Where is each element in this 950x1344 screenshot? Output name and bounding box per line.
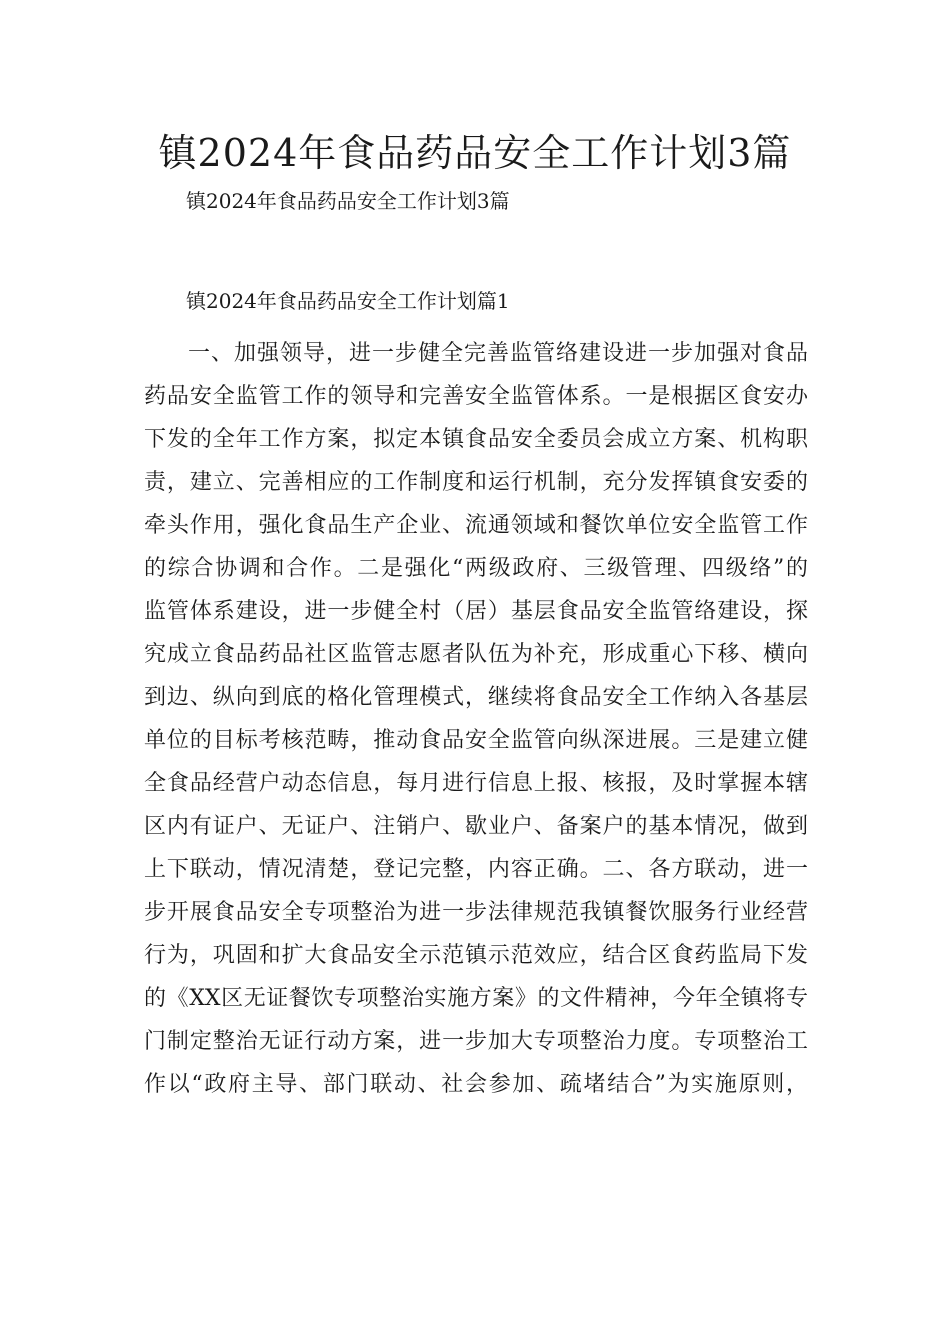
body-text: [144, 332, 808, 1106]
body-line: 的《XX区无证餐饮专项整治实施方案》的文件精神，今年全镇将专: [144, 986, 808, 1011]
body-line: 下发的全年工作方案，拟定本镇食品安全委员会成立方案、机构职: [144, 427, 808, 452]
body-line: 单位的目标考核范畴，推动食品安全监管向纵深进展。三是建立健: [144, 728, 808, 753]
body-line: 的综合协调和合作。二是强化“两级政府、三级管理、四级络”的: [144, 556, 808, 581]
body-line: 责，建立、完善相应的工作制度和运行机制，充分发挥镇食安委的: [144, 470, 808, 495]
body-line: 行为，巩固和扩大食品安全示范镇示范效应，结合区食药监局下发: [144, 943, 808, 968]
body-line: 一、加强领导，进一步健全完善监管络建设进一步加强对食品: [188, 341, 808, 366]
body-line: 上下联动，情况清楚，登记完整，内容正确。二、各方联动，进一: [144, 857, 808, 882]
body-line: 牵头作用，强化食品生产企业、流通领域和餐饮单位安全监管工作: [144, 513, 808, 538]
body-line: 药品安全监管工作的领导和完善安全监管体系。一是根据区食安办: [144, 384, 808, 409]
body-line: 步开展食品安全专项整治为进一步法律规范我镇餐饮服务行业经营: [144, 900, 808, 925]
body-line: 区内有证户、无证户、注销户、歇业户、备案户的基本情况，做到: [144, 814, 808, 839]
body-line: 门制定整治无证行动方案，进一步加大专项整治力度。专项整治工: [144, 1029, 808, 1054]
body-line: 全食品经营户动态信息，每月进行信息上报、核报，及时掌握本辖: [144, 771, 808, 796]
body-line: 究成立食品药品社区监管志愿者队伍为补充，形成重心下移、横向: [144, 642, 808, 667]
body-line: 作以“政府主导、部门联动、社会参加、疏堵结合”为实施原则，: [144, 1072, 808, 1097]
section-heading: 镇2024年食品药品安全工作计划篇1: [186, 289, 510, 313]
document-title: 镇2024年食品药品安全工作计划3篇: [158, 131, 792, 175]
document-subtitle: 镇2024年食品药品安全工作计划3篇: [186, 189, 510, 213]
body-line: 监管体系建设，进一步健全村（居）基层食品安全监管络建设，探: [144, 599, 808, 624]
body-line: 到边、纵向到底的格化管理模式，继续将食品安全工作纳入各基层: [144, 685, 808, 710]
